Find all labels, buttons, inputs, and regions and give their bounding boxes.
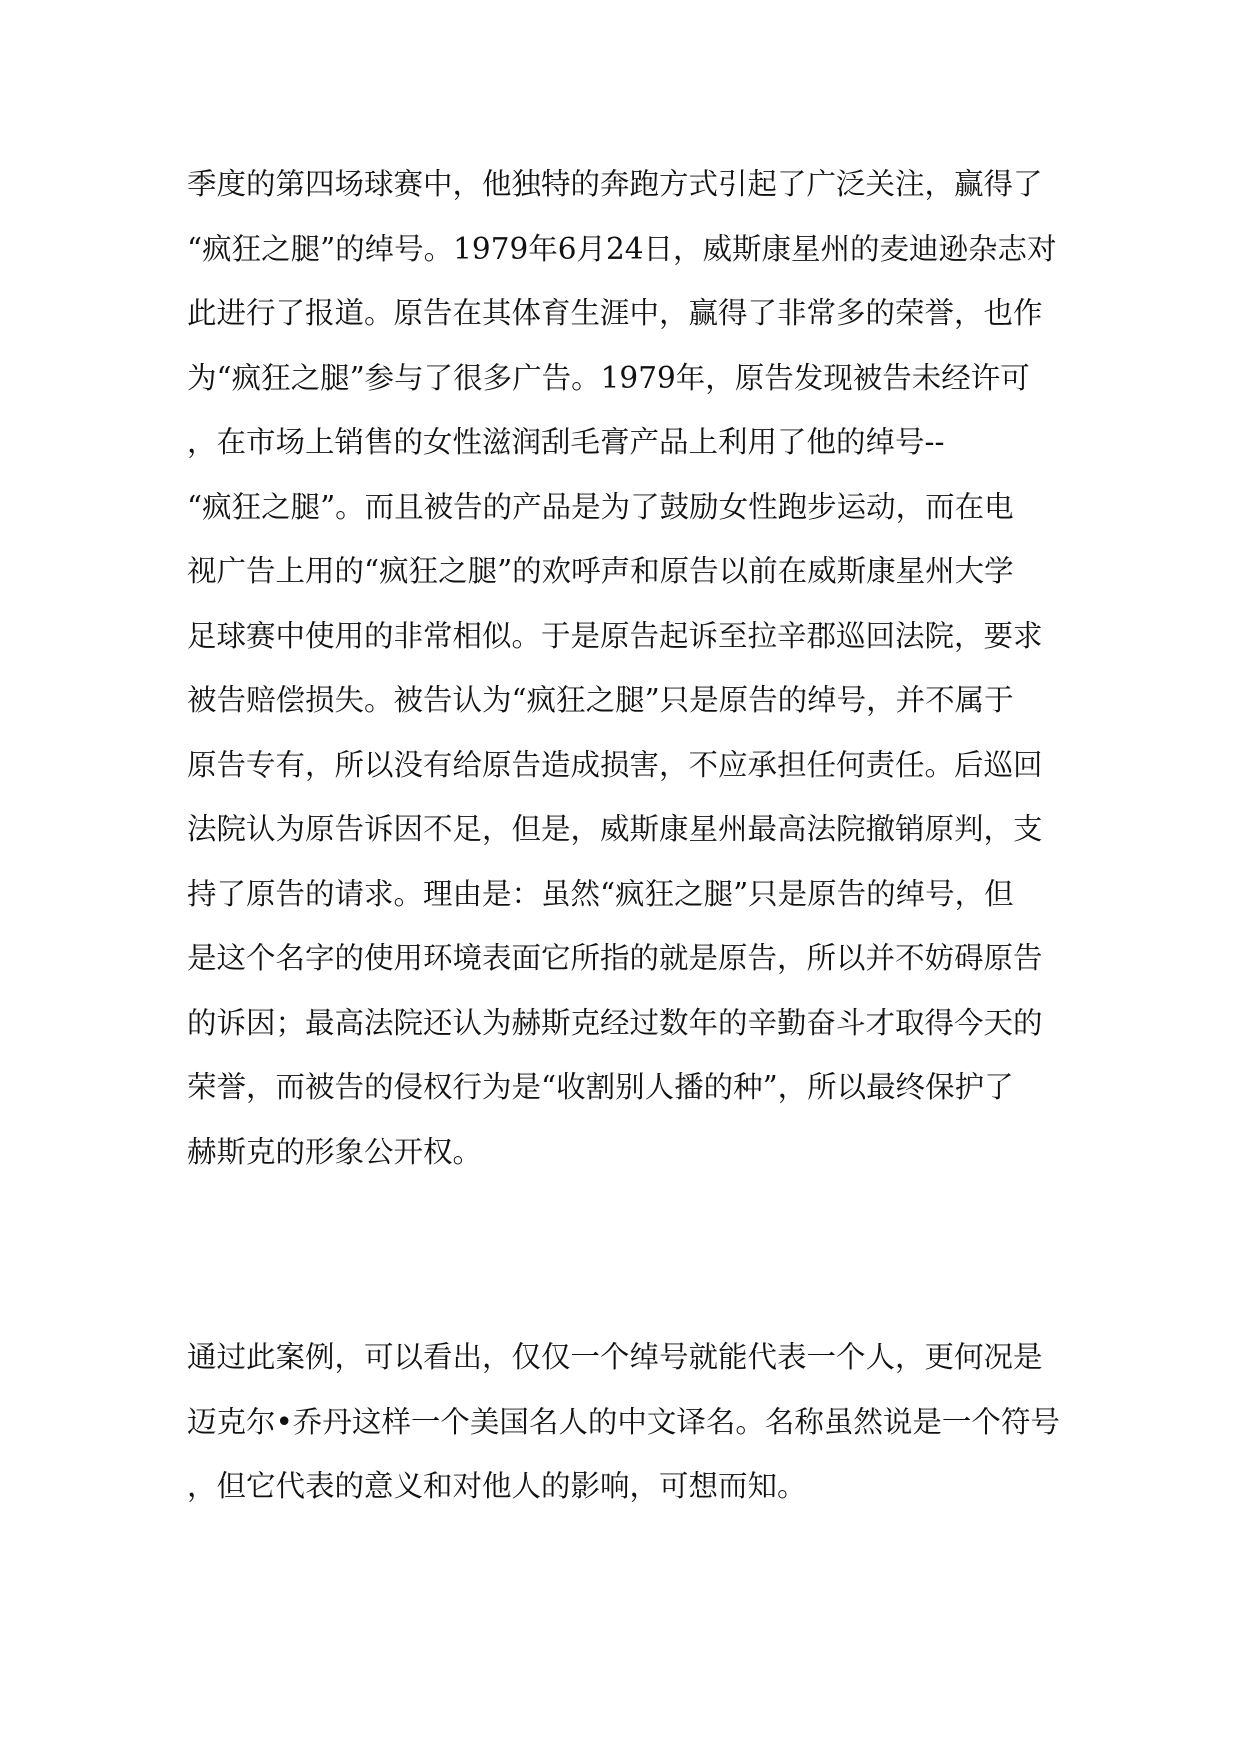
text-line: 为“疯狂之腿”参与了很多广告。1979年，原告发现被告未经许可 <box>187 360 1030 395</box>
text-line: 足球赛中使用的非常相似。于是原告起诉至拉辛郡巡回法院，要求 <box>187 618 1043 653</box>
text-line: 此进行了报道。原告在其体育生涯中，赢得了非常多的荣誉，也作 <box>187 296 1043 330</box>
text-line: 法院认为原告诉因不足，但是，威斯康星州最高法院撤销原判，支 <box>187 812 1043 846</box>
text-line: 荣誉，而被告的侵权行为是“收割别人播的种”，所以最终保护了 <box>187 1070 1014 1104</box>
text-line: 被告赔偿损失。被告认为“疯狂之腿”只是原告的绰号，并不属于 <box>187 683 1014 717</box>
text-line: 原告专有，所以没有给原告造成损害，不应承担任何责任。后巡回 <box>187 747 1043 782</box>
text-line: 的诉因；最高法院还认为赫斯克经过数年的辛勤奋斗才取得今天的 <box>187 1005 1043 1040</box>
text-line: 持了原告的请求。理由是：虽然“疯狂之腿”只是原告的绰号，但 <box>187 876 1014 911</box>
text-line: “疯狂之腿”。而且被告的产品是为了鼓励女性跑步运动，而在电 <box>187 489 1014 524</box>
text-line: 通过此案例，可以看出，仅仅一个绰号就能代表一个人，更何况是 <box>187 1340 1043 1374</box>
text-line: 视广告上用的“疯狂之腿”的欢呼声和原告以前在威斯康星州大学 <box>187 554 1014 588</box>
text-line: 迈克尔•乔丹这样一个美国名人的中文译名。名称虽然说是一个符号 <box>187 1404 1060 1439</box>
text-line: 是这个名字的使用环境表面它所指的就是原告，所以并不妨碍原告 <box>187 941 1043 975</box>
paragraph-case-description <box>187 152 1057 1184</box>
text-line: 季度的第四场球赛中，他独特的奔跑方式引起了广泛关注，赢得了 <box>187 167 1043 201</box>
text-line: ，在市场上销售的女性滋润刮毛膏产品上利用了他的绰号-- <box>187 425 945 459</box>
text-line: “疯狂之腿”的绰号。1979年6月24日，威斯康星州的麦迪逊杂志对 <box>187 231 1057 266</box>
text-line: 赫斯克的形象公开权。 <box>187 1134 483 1169</box>
text-line: ，但它代表的意义和对他人的影响，可想而知。 <box>187 1469 807 1503</box>
paragraph-conclusion <box>187 1325 1060 1519</box>
